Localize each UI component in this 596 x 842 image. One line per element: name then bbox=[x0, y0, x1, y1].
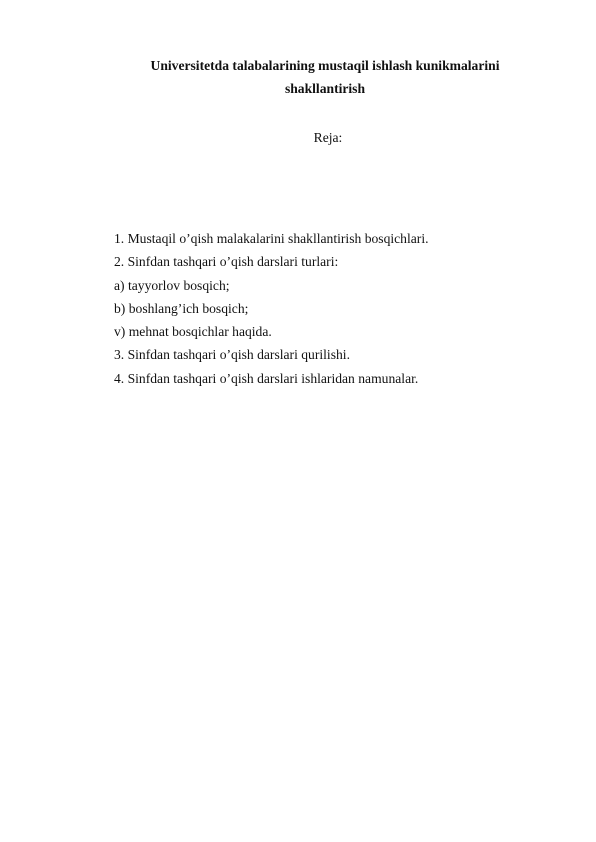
plan-subitem: a) tayyorlov bosqich; bbox=[114, 277, 230, 293]
plan-subitem: b) boshlang’ich bosqich; bbox=[114, 300, 249, 316]
plan-heading: Reja: bbox=[313, 130, 343, 145]
plan-item: 3. Sinfdan tashqari o’qish darslari qurilishi. bbox=[114, 347, 350, 363]
document-title-line-2: shakllantirish bbox=[284, 81, 366, 96]
document-title-line-1: Universitetda talabalarining mustaqil ishlash kunikmalarini bbox=[150, 58, 500, 73]
plan-item: 4. Sinfdan tashqari o’qish darslari ishlaridan namunalar. bbox=[114, 370, 419, 386]
plan-list bbox=[114, 227, 429, 390]
plan-item: 1. Mustaqil o’qish malakalarini shakllantirish bosqichlari. bbox=[114, 231, 429, 246]
plan-subitem: v) mehnat bosqichlar haqida. bbox=[114, 324, 272, 340]
plan-item: 2. Sinfdan tashqari o’qish darslari turlari: bbox=[114, 254, 339, 270]
